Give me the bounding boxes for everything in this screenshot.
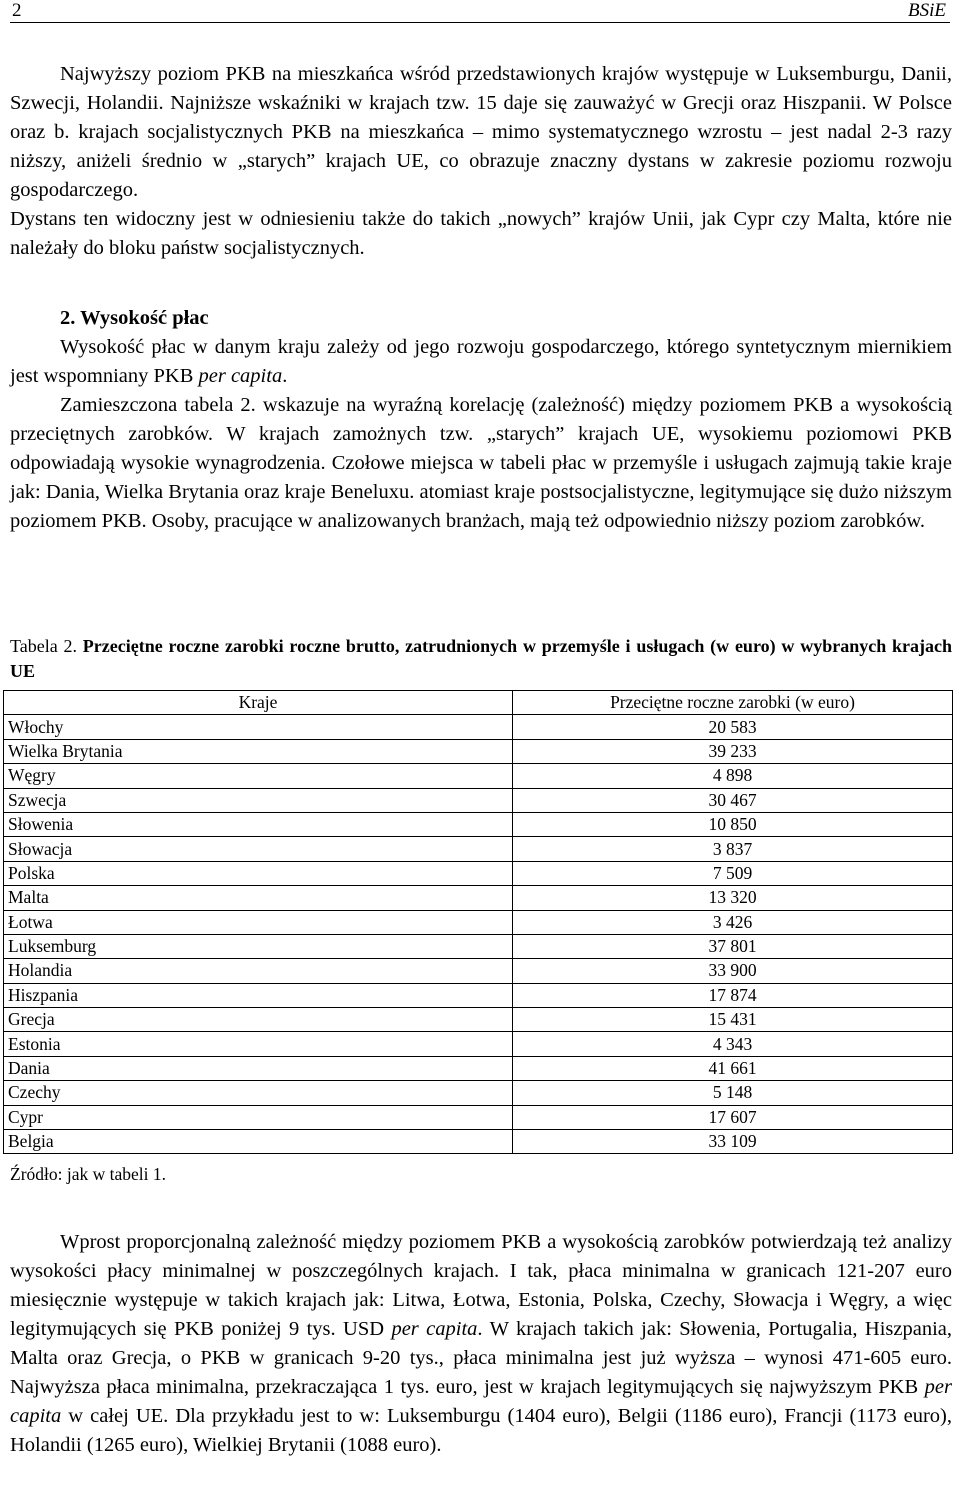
minimum-wage-text-a: Wprost proporcjonalną zależność między poziomem PKB a wysokością zarobków potwierdzają też analizy wysokości płacy minimalnej w poszczególnych krajach. I tak, płaca minimalna w granicach 121-207 euro miesięcznie występuje w takich krajach jak: Litwa, Łotwa, Estonia, Polska, Czechy, Słowacja i Węgry, a więc legitymujących się PKB poniżej 9 tys. USD — [10, 1231, 952, 1340]
table-row — [4, 1032, 953, 1056]
table-row — [4, 1056, 953, 1080]
table-row — [4, 959, 953, 983]
minimum-wage-text-e: w całej UE. Dla przykładu jest to w: Luksemburgu (1404 euro), Belgii (1186 euro), Francji (1173 euro), Holandii (1265 euro), Wielkiej Brytanii (1088 euro). — [10, 1405, 952, 1456]
table-row — [4, 1130, 953, 1154]
earnings-cell: 33 109 — [513, 1130, 953, 1154]
minimum-wage-section — [10, 1228, 952, 1460]
table-source: Źródło: jak w tabeli 1. — [10, 1164, 167, 1184]
table-row — [4, 812, 953, 836]
country-cell: Włochy — [4, 715, 513, 739]
page-number: 2 — [12, 0, 22, 21]
table-row — [4, 1105, 953, 1129]
earnings-cell: 3 426 — [513, 910, 953, 934]
earnings-cell: 13 320 — [513, 886, 953, 910]
paragraph-new-members: Dystans ten widoczny jest w odniesieniu także do takich „nowych” krajów Unii, jak Cypr czy Malta, które nie należały do bloku państw socjalistycznych. — [10, 208, 952, 259]
country-cell: Malta — [4, 886, 513, 910]
table-row — [4, 788, 953, 812]
country-cell: Słowacja — [4, 837, 513, 861]
country-cell: Dania — [4, 1056, 513, 1080]
paragraph-minimum-wage — [10, 1228, 952, 1460]
country-cell: Luksemburg — [4, 934, 513, 958]
earnings-cell: 7 509 — [513, 861, 953, 885]
minimum-wage-text-c: . W krajach takich jak: Słowenia, Portugalia, Hiszpania, Malta oraz Grecja, o PKB w granicach 9-20 tys., płaca minimalna jest już wyższa – wynosi 471-605 euro. Najwyższa płaca minimalna, przekraczająca 1 tys. euro, jest w krajach legitymujących się najwyższym PKB — [10, 1318, 952, 1398]
table-row — [4, 739, 953, 763]
table-row — [4, 1081, 953, 1105]
earnings-cell: 17 607 — [513, 1105, 953, 1129]
paragraph-wage-text: Wysokość płac w danym kraju zależy od jego rozwoju gospodarczego, którego syntetycznym miernikiem jest wspomniany PKB — [10, 336, 952, 387]
header-brand: BSiE — [908, 0, 946, 21]
table-caption — [10, 634, 952, 684]
wages-section — [10, 304, 952, 536]
per-capita-term: per capita — [198, 365, 283, 387]
earnings-cell: 37 801 — [513, 934, 953, 958]
earnings-cell: 5 148 — [513, 1081, 953, 1105]
country-cell: Hiszpania — [4, 983, 513, 1007]
table-row — [4, 934, 953, 958]
section-heading: 2. Wysokość płac — [60, 307, 209, 329]
earnings-cell: 30 467 — [513, 788, 953, 812]
country-cell: Czechy — [4, 1081, 513, 1105]
earnings-cell: 17 874 — [513, 983, 953, 1007]
earnings-cell: 15 431 — [513, 1008, 953, 1032]
table-title: Przeciętne roczne zarobki roczne brutto, zatrudnionych w przemyśle i usługach (w euro) w wybranych krajach UE — [10, 636, 952, 681]
country-cell: Belgia — [4, 1130, 513, 1154]
earnings-table — [3, 690, 953, 1154]
paragraph-wage-dependency — [10, 333, 952, 391]
earnings-cell: 41 661 — [513, 1056, 953, 1080]
country-cell: Holandia — [4, 959, 513, 983]
column-header-country: Kraje — [4, 691, 513, 715]
table-row — [4, 886, 953, 910]
table-row — [4, 715, 953, 739]
paragraph-gdp-ranking: Najwyższy poziom PKB na mieszkańca wśród przedstawionych krajów występuje w Luksemburgu, Danii, Szwecji, Holandii. Najniższe wskaźniki w krajach tzw. 15 daje się zauważyć w Grecji oraz Hiszpanii. W Polsce oraz b. krajach socjalistycznych PKB na mieszkańca – mimo systematycznego wzrostu – jest nadal 2-3 razy niższy, aniżeli średnio w „starych” krajach UE, co obrazuje znaczny dystans w zakresie poziomu rozwoju gospodarczego. — [10, 63, 952, 201]
per-capita-term: per capita — [10, 1376, 952, 1427]
earnings-cell: 20 583 — [513, 715, 953, 739]
earnings-cell: 4 898 — [513, 764, 953, 788]
earnings-cell: 4 343 — [513, 1032, 953, 1056]
table-row — [4, 910, 953, 934]
column-header-earnings: Przeciętne roczne zarobki (w euro) — [513, 691, 953, 715]
country-cell: Polska — [4, 861, 513, 885]
country-cell: Szwecja — [4, 788, 513, 812]
table-header-row — [4, 691, 953, 715]
table-row — [4, 983, 953, 1007]
paragraph-wage-end: . — [282, 365, 288, 387]
country-cell: Słowenia — [4, 812, 513, 836]
table-row — [4, 837, 953, 861]
earnings-cell: 3 837 — [513, 837, 953, 861]
per-capita-term: per capita — [391, 1318, 478, 1340]
country-cell: Estonia — [4, 1032, 513, 1056]
table-row — [4, 1008, 953, 1032]
table-label: Tabela 2. — [10, 636, 83, 656]
country-cell: Wielka Brytania — [4, 739, 513, 763]
country-cell: Węgry — [4, 764, 513, 788]
table-row — [4, 764, 953, 788]
table-row — [4, 861, 953, 885]
table-body — [4, 715, 953, 1154]
country-cell: Cypr — [4, 1105, 513, 1129]
earnings-cell: 10 850 — [513, 812, 953, 836]
country-cell: Łotwa — [4, 910, 513, 934]
intro-section — [10, 60, 952, 263]
paragraph-table-discussion: Zamieszczona tabela 2. wskazuje na wyraźną korelację (zależność) między poziomem PKB a wysokością przeciętnych zarobków. W krajach zamożnych tzw. „starych” krajach UE, wysokiemu poziomowi PKB odpowiadają wysokie wynagrodzenia. Czołowe miejsca w tabeli płac w przemyśle i usługach zajmują takie kraje jak: Dania, Wielka Brytania oraz kraje Beneluxu. atomiast kraje postsocjalistyczne, legitymujące się dużo niższym poziomem PKB. Osoby, pracujące w analizowanych branżach, mają też odpowiednio niższy poziom zarobków. — [10, 394, 952, 532]
page-header — [10, 0, 950, 23]
earnings-cell: 33 900 — [513, 959, 953, 983]
country-cell: Grecja — [4, 1008, 513, 1032]
earnings-cell: 39 233 — [513, 739, 953, 763]
